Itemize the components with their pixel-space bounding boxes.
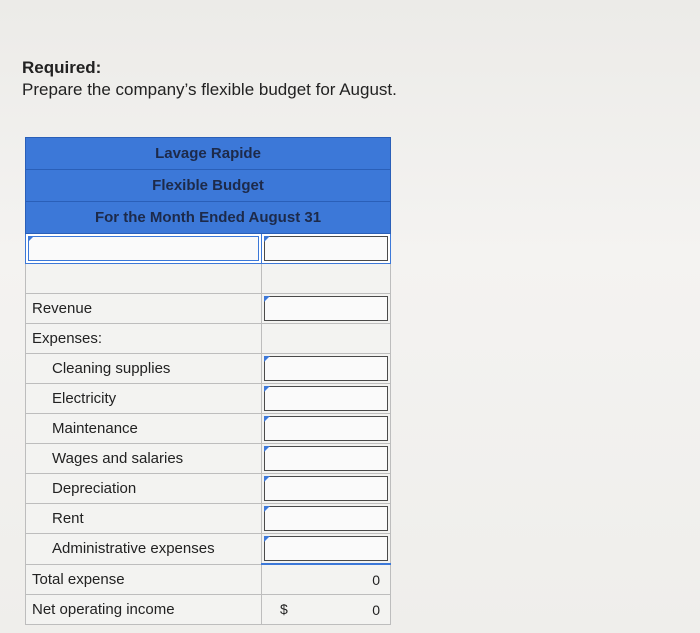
- expense-input[interactable]: [262, 444, 391, 474]
- revenue-input[interactable]: [262, 294, 391, 324]
- expense-label: Cleaning supplies: [26, 354, 262, 384]
- expense-input[interactable]: [262, 504, 391, 534]
- expense-input[interactable]: [262, 414, 391, 444]
- expense-row: [26, 384, 391, 414]
- blank-row: [26, 264, 391, 294]
- expense-row: [26, 534, 391, 565]
- expense-input[interactable]: [262, 474, 391, 504]
- net-income-value: 0: [372, 601, 380, 618]
- currency-symbol: $: [280, 601, 288, 617]
- expense-row: [26, 354, 391, 384]
- expense-label: Electricity: [26, 384, 262, 414]
- expense-label: Depreciation: [26, 474, 262, 504]
- budget-period: For the Month Ended August 31: [26, 202, 391, 234]
- expense-label: Maintenance: [26, 414, 262, 444]
- expense-input[interactable]: [262, 384, 391, 414]
- expense-row: [26, 444, 391, 474]
- budget-title: Flexible Budget: [26, 170, 391, 202]
- expense-row: [26, 504, 391, 534]
- total-expense-row: [26, 564, 391, 595]
- expenses-header-row: [26, 324, 391, 354]
- expense-label: Wages and salaries: [26, 444, 262, 474]
- expense-label: Administrative expenses: [26, 534, 262, 565]
- total-expense-label: Total expense: [26, 564, 262, 595]
- instructions: [22, 58, 397, 100]
- required-label: Required:: [22, 58, 102, 77]
- flexible-budget-table: [25, 137, 391, 625]
- net-income-row: [26, 595, 391, 625]
- expense-label: Rent: [26, 504, 262, 534]
- activity-value-input[interactable]: [262, 234, 391, 264]
- net-income-label: Net operating income: [26, 595, 262, 625]
- expense-row: [26, 414, 391, 444]
- revenue-row: [26, 294, 391, 324]
- activity-label-input[interactable]: [26, 234, 262, 264]
- activity-row: [26, 234, 391, 264]
- expenses-label: Expenses:: [26, 324, 262, 354]
- expense-input[interactable]: [262, 354, 391, 384]
- expense-input[interactable]: [262, 534, 391, 565]
- instruction-text: Prepare the company’s flexible budget for August.: [22, 80, 397, 99]
- revenue-label: Revenue: [26, 294, 262, 324]
- company-name: Lavage Rapide: [26, 138, 391, 170]
- net-income-cell: [262, 595, 391, 625]
- total-expense-value: 0: [262, 564, 391, 595]
- expense-row: [26, 474, 391, 504]
